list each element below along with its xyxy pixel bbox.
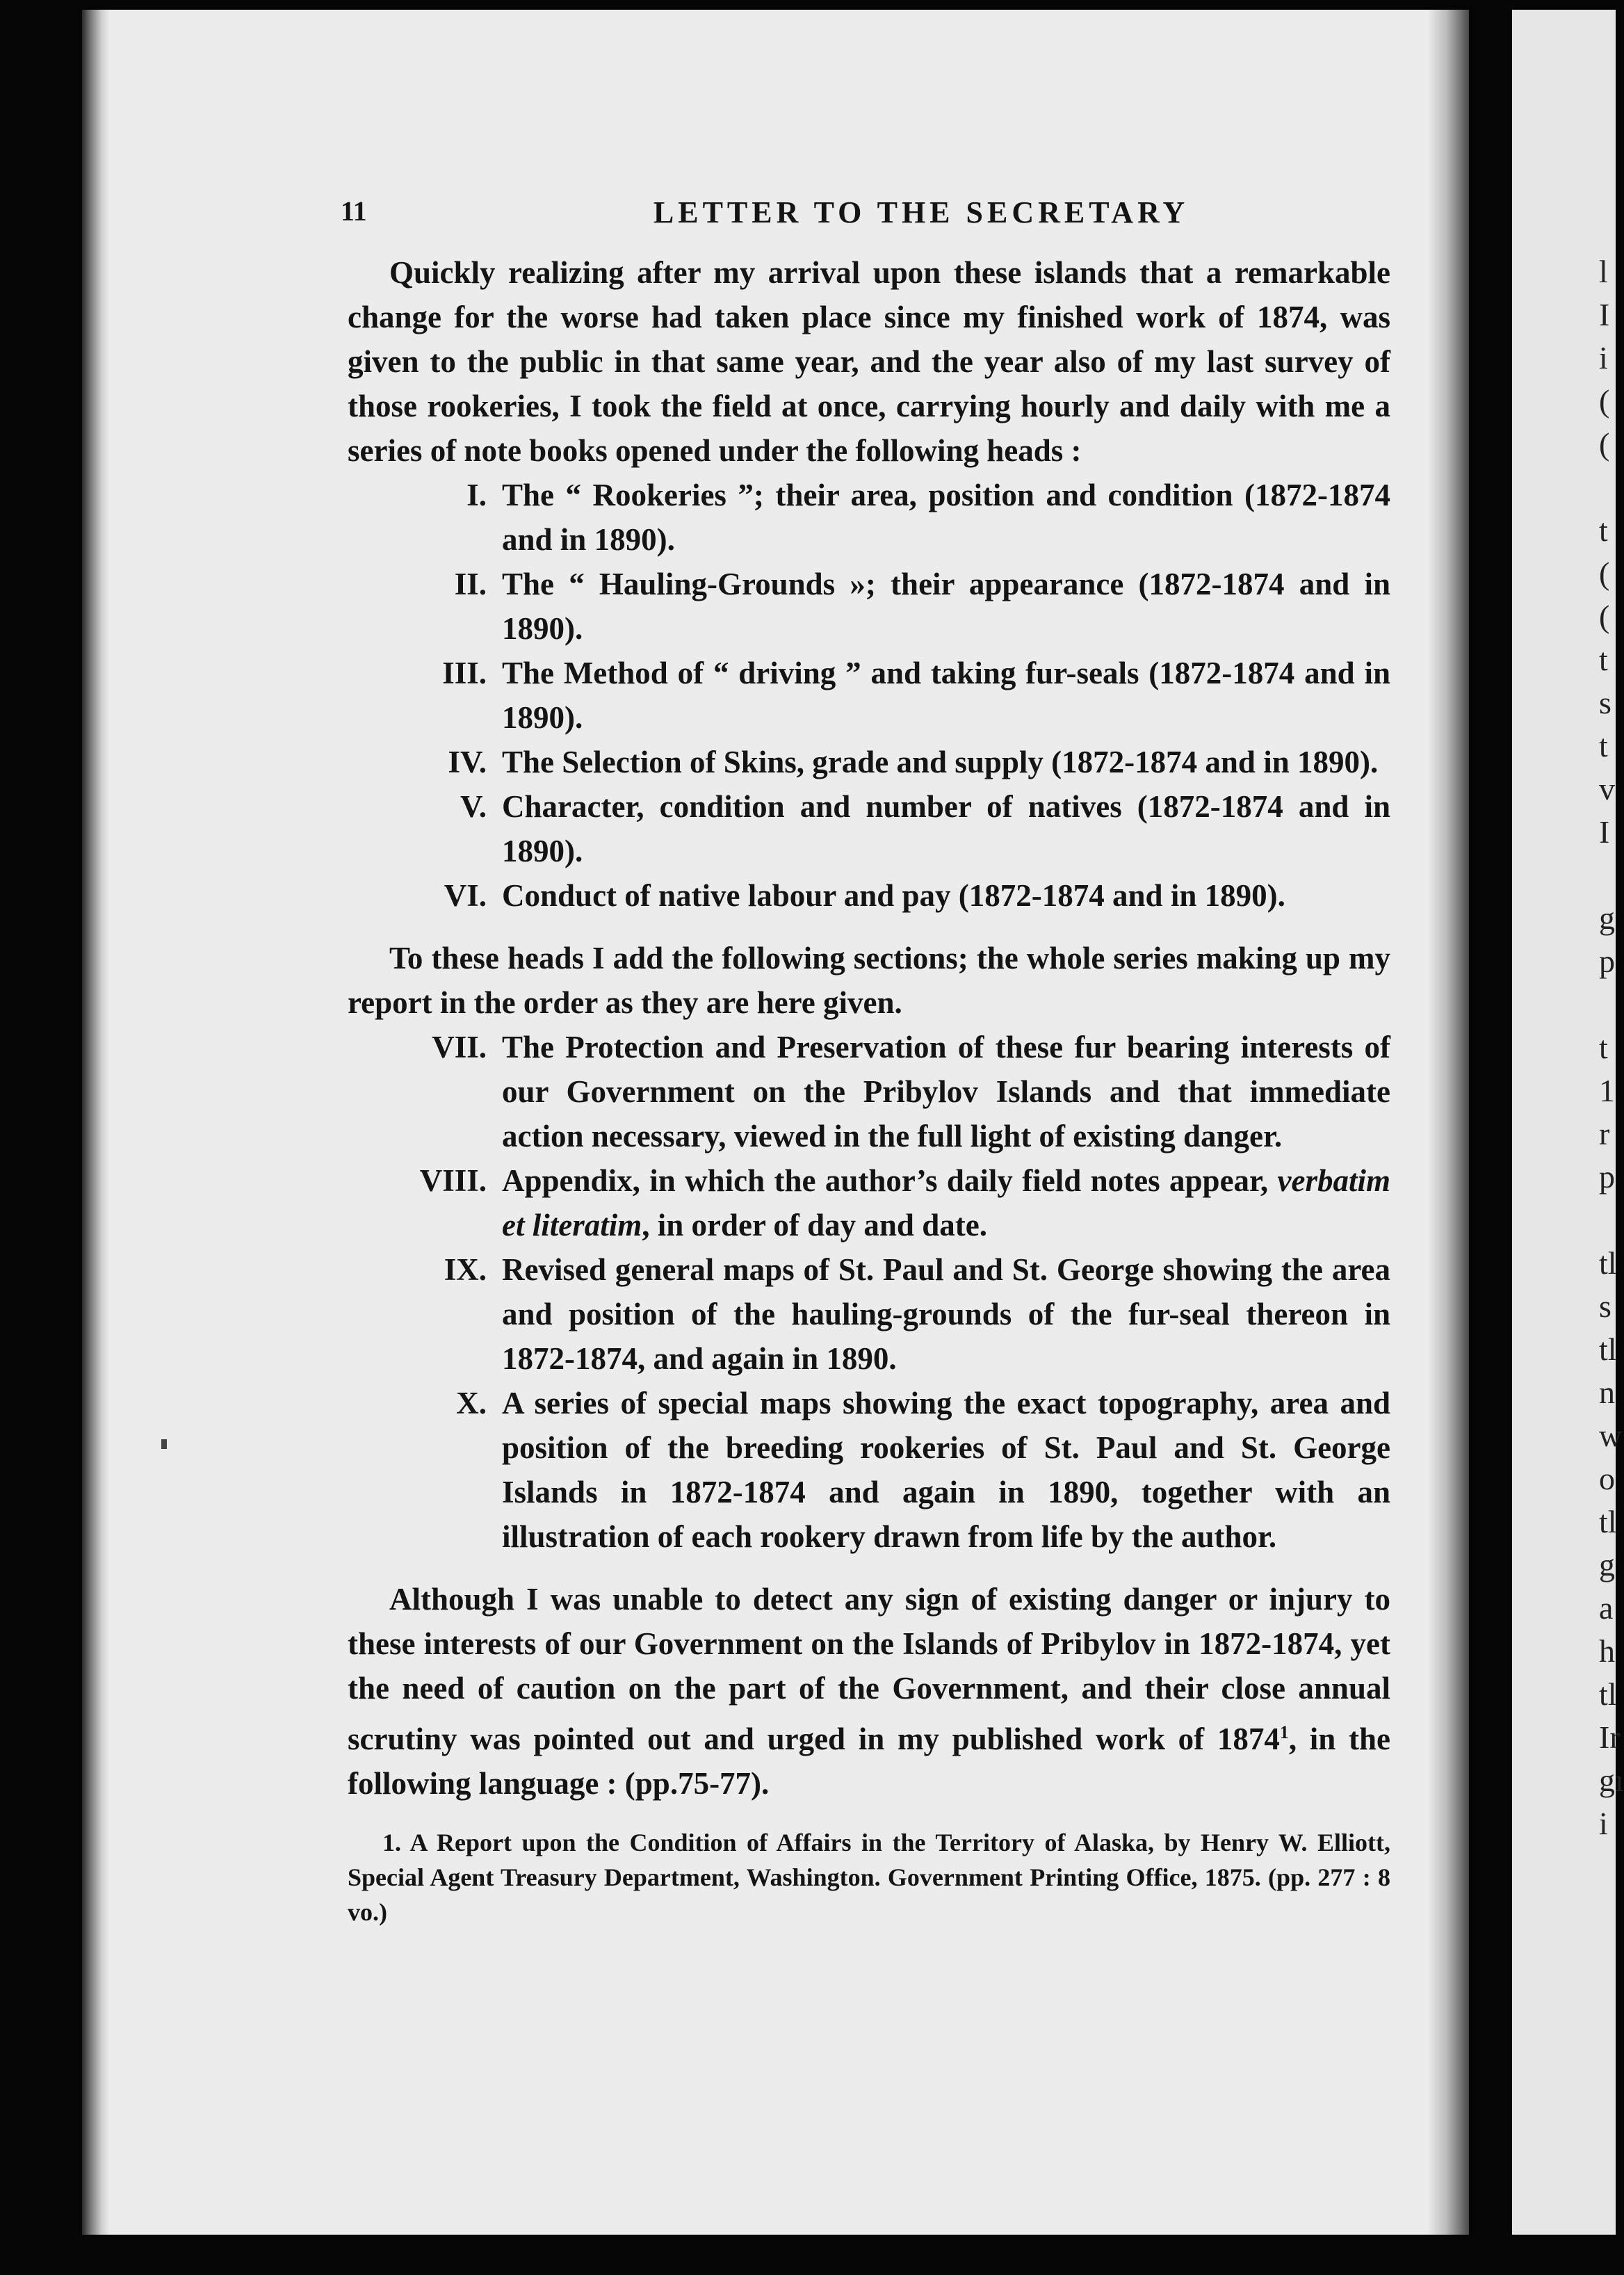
neighbor-letter: s xyxy=(1599,685,1611,720)
neighbor-letter: ( xyxy=(1599,599,1610,634)
neighbor-letter: t xyxy=(1599,1030,1608,1065)
neighbor-letter: i xyxy=(1599,340,1608,375)
list-item xyxy=(348,1025,1390,1158)
neighbor-letter: l xyxy=(1599,254,1608,289)
page-right-edge xyxy=(1427,10,1469,2235)
neighbor-letter: t xyxy=(1599,642,1608,677)
list-number: VI. xyxy=(444,878,487,913)
list-number: II. xyxy=(454,567,487,601)
neighbor-letter: w xyxy=(1599,1418,1623,1453)
list-text: Conduct of native labour and pay (1872-1874 and in 1890). xyxy=(502,878,1285,913)
neighbor-letter: ( xyxy=(1599,556,1610,591)
neighbor-letter: o xyxy=(1599,1461,1615,1496)
list-number: III. xyxy=(442,656,487,690)
neighbor-letter: tl xyxy=(1599,1676,1617,1712)
footnote: 1. A Report upon the Condition of Affairs in the Territory of Alaska, by Henry W. Elliott, Special Agent Treasury Department, Washington. Government Printing Office, 1875. (pp. 277 : 8 vo.) xyxy=(348,1829,1390,1926)
list-item xyxy=(348,651,1390,740)
list-text: Revised general maps of St. Paul and St. George showing the area and position of the hauling-grounds of the fur-seal thereon in 1872-1874, and again in 1890. xyxy=(502,1252,1390,1376)
list-number: I. xyxy=(466,478,487,512)
neighbor-letter: p xyxy=(1599,944,1615,979)
list-item xyxy=(348,473,1390,562)
scan-speck xyxy=(161,1439,167,1449)
heads-list xyxy=(348,473,1390,918)
footnote-ref: 1 xyxy=(1279,1722,1289,1742)
page-left-edge xyxy=(82,10,110,2235)
body-text xyxy=(348,250,1390,1954)
neighbor-letter xyxy=(1599,983,1616,1026)
neighbor-letter: t xyxy=(1599,512,1608,548)
neighbor-letter: tl xyxy=(1599,1331,1617,1367)
neighbor-letter: t xyxy=(1599,728,1608,763)
closing-paragraph xyxy=(348,1577,1390,1806)
neighbor-letter: Ir xyxy=(1599,1719,1621,1755)
neighbor-letter xyxy=(1599,1199,1616,1242)
neighbor-letter: v xyxy=(1599,771,1615,807)
list-number: X. xyxy=(456,1386,487,1420)
sections-intro: To these heads I add the following sections; the whole series making up my report in the order as they are here given. xyxy=(348,941,1390,1020)
list-text: A series of special maps showing the exact topography, area and position of the breeding rookeries of St. Paul and St. George Islands in 1872-1874 and again in 1890, together with an illustration of each rookery drawn from life by the author. xyxy=(502,1386,1390,1554)
neighbor-letter: h xyxy=(1599,1633,1615,1669)
list-item xyxy=(348,562,1390,651)
neighbor-letter: g xyxy=(1599,1547,1615,1582)
list-number: V. xyxy=(460,789,487,824)
neighbor-letter: tl xyxy=(1599,1504,1617,1539)
list-item xyxy=(348,740,1390,784)
closing-text: Although I was unable to detect any sign of existing danger or injury to these interests of our Government on the Islands of Pribylov in 1872-1874, yet the need of caution on the part of the Government, and their close annual scrutiny was pointed out and urged in my published work of 1874 xyxy=(348,1582,1390,1756)
neighbor-letter: ( xyxy=(1599,383,1610,419)
neighbor-letter: 1 xyxy=(1599,1073,1615,1108)
list-text: The Selection of Skins, grade and supply (1872-1874 and in 1890). xyxy=(502,745,1379,779)
neighbor-letter: ( xyxy=(1599,426,1610,462)
appendix-italic: verbatim et literatim xyxy=(502,1163,1390,1242)
neighbor-letter: I xyxy=(1599,297,1610,332)
neighbor-letter: gı xyxy=(1599,1763,1624,1798)
list-number: IV. xyxy=(448,745,487,779)
page-header xyxy=(341,195,1425,236)
neighbor-letter: i xyxy=(1599,1806,1608,1841)
closing-text-end: , in the following language : (pp.75-77). xyxy=(348,1722,1390,1801)
neighbor-letter: n xyxy=(1599,1375,1615,1410)
list-text: The “ Rookeries ”; their area, position and condition (1872-1874 and in 1890). xyxy=(502,478,1390,557)
page-number: 11 xyxy=(341,195,367,227)
list-item xyxy=(348,1381,1390,1559)
list-text: Character, condition and number of natives (1872-1874 and in 1890). xyxy=(502,789,1390,868)
intro-paragraph: Quickly realizing after my arrival upon these islands that a remarkable change for the worse had taken place since my finished work of 1874, was given to the public in that same year, and the year also of my last survey of those rookeries, I took the field at once, carrying hourly and daily with me a series of note books opened under the following heads : xyxy=(348,255,1390,468)
running-head: LETTER TO THE SECRETARY xyxy=(653,195,1189,229)
neighbor-page-text xyxy=(1599,250,1624,1845)
list-text xyxy=(502,1158,1390,1247)
neighbor-letter: tl xyxy=(1599,1245,1617,1281)
list-text: The “ Hauling-Grounds »; their appearance (1872-1874 and in 1890). xyxy=(502,567,1390,646)
appendix-text: Appendix, in which the author’s daily field notes appear, xyxy=(502,1163,1269,1198)
list-item xyxy=(348,1247,1390,1381)
list-number: IX. xyxy=(444,1252,487,1287)
neighbor-letter: I xyxy=(1599,814,1610,850)
neighbor-letter: g xyxy=(1599,900,1615,936)
list-item xyxy=(348,1158,1390,1247)
sections-list xyxy=(348,1025,1390,1559)
list-item xyxy=(348,784,1390,873)
neighbor-letter: a xyxy=(1599,1590,1614,1626)
appendix-text-end: , in order of day and date. xyxy=(642,1208,987,1242)
neighbor-letter xyxy=(1599,466,1616,509)
neighbor-letter: r xyxy=(1599,1116,1610,1151)
list-text: The Method of “ driving ” and taking fur-seals (1872-1874 and in 1890). xyxy=(502,656,1390,735)
list-text: The Protection and Preservation of these fur bearing interests of our Government on the Pribylov Islands and that immediate action necessary, viewed in the full light of existing danger. xyxy=(502,1030,1390,1153)
neighbor-letter: s xyxy=(1599,1288,1611,1324)
neighbor-letter: p xyxy=(1599,1159,1615,1195)
list-number: VIII. xyxy=(419,1163,487,1198)
list-item xyxy=(348,873,1390,918)
list-number: VII. xyxy=(432,1030,487,1064)
neighbor-letter xyxy=(1599,854,1616,897)
